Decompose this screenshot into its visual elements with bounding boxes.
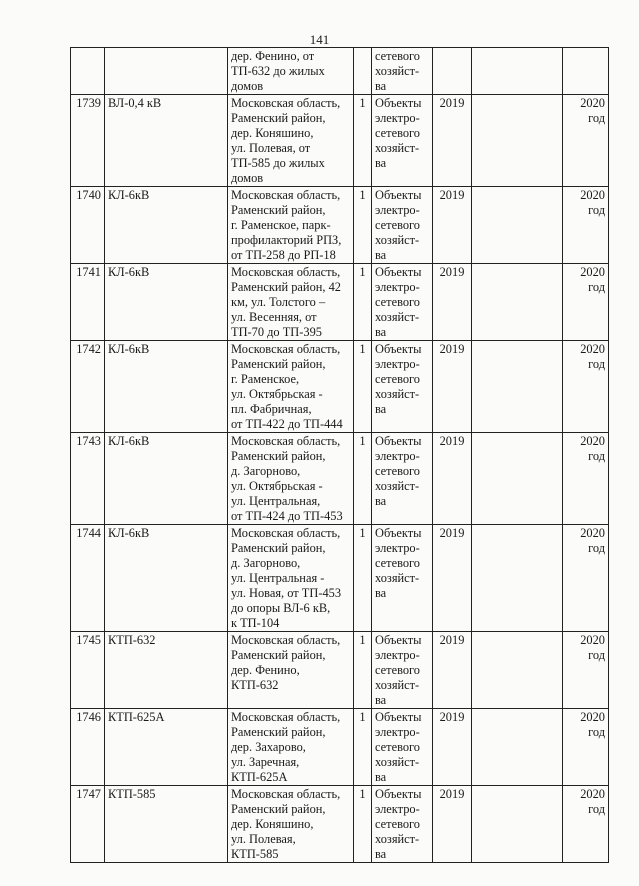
table-row <box>71 433 609 525</box>
cell-name: КЛ-6кВ <box>105 341 228 433</box>
page-number: 141 <box>309 32 330 47</box>
cell-name <box>105 48 228 95</box>
cell-address: Московская область, Раменский район, г. Раменское, ул. Октябрьская - пл. Фабричная, от ТП-422 до ТП-444 <box>228 341 354 433</box>
table-row <box>71 95 609 187</box>
cell-address: Московская область, Раменский район, 42 км, ул. Толстого – ул. Весенняя, от ТП-70 до ТП-395 <box>228 264 354 341</box>
cell-category: Объекты электро- сетевого хозяйст- ва <box>372 264 433 341</box>
cell-address: дер. Фенино, от ТП-632 до жилых домов <box>228 48 354 95</box>
cell-category: Объекты электро- сетевого хозяйст- ва <box>372 786 433 863</box>
cell-due: 2020 год <box>563 525 609 632</box>
cell-category: Объекты электро- сетевого хозяйст- ва <box>372 341 433 433</box>
cell-number: 1741 <box>71 264 105 341</box>
table-row <box>71 632 609 709</box>
cell-extra <box>472 433 563 525</box>
table-row <box>71 187 609 264</box>
cell-number: 1742 <box>71 341 105 433</box>
cell-year: 2019 <box>433 341 472 433</box>
cell-year: 2019 <box>433 525 472 632</box>
cell-category: Объекты электро- сетевого хозяйст- ва <box>372 95 433 187</box>
cell-year <box>433 48 472 95</box>
cell-year: 2019 <box>433 264 472 341</box>
cell-due: 2020 год <box>563 264 609 341</box>
cell-year: 2019 <box>433 95 472 187</box>
cell-year: 2019 <box>433 632 472 709</box>
cell-year: 2019 <box>433 786 472 863</box>
cell-quantity: 1 <box>354 95 372 187</box>
cell-name: КТП-632 <box>105 632 228 709</box>
cell-address: Московская область, Раменский район, г. Раменское, парк- профилакторий РПЗ, от ТП-258 до РП-18 <box>228 187 354 264</box>
cell-number: 1744 <box>71 525 105 632</box>
cell-name: КТП-585 <box>105 786 228 863</box>
cell-quantity: 1 <box>354 525 372 632</box>
cell-extra <box>472 341 563 433</box>
cell-number: 1747 <box>71 786 105 863</box>
cell-category: Объекты электро- сетевого хозяйст- ва <box>372 632 433 709</box>
cell-year: 2019 <box>433 187 472 264</box>
cell-extra <box>472 786 563 863</box>
cell-due <box>563 48 609 95</box>
cell-extra <box>472 632 563 709</box>
cell-number: 1746 <box>71 709 105 786</box>
cell-address: Московская область, Раменский район, дер. Коняшино, ул. Полевая, от ТП-585 до жилых домов <box>228 95 354 187</box>
cell-due: 2020 год <box>563 341 609 433</box>
cell-category: Объекты электро- сетевого хозяйст- ва <box>372 525 433 632</box>
cell-name: КЛ-6кВ <box>105 433 228 525</box>
cell-quantity: 1 <box>354 786 372 863</box>
cell-quantity: 1 <box>354 341 372 433</box>
cell-extra <box>472 48 563 95</box>
table-row <box>71 709 609 786</box>
cell-due: 2020 год <box>563 709 609 786</box>
cell-category: Объекты электро- сетевого хозяйст- ва <box>372 433 433 525</box>
cell-extra <box>472 95 563 187</box>
cell-extra <box>472 264 563 341</box>
cell-number: 1745 <box>71 632 105 709</box>
cell-name: ВЛ-0,4 кВ <box>105 95 228 187</box>
table-row-continuation <box>71 48 609 95</box>
cell-name: КЛ-6кВ <box>105 187 228 264</box>
cell-quantity: 1 <box>354 709 372 786</box>
cell-category: сетевого хозяйст- ва <box>372 48 433 95</box>
cell-quantity: 1 <box>354 187 372 264</box>
cell-year: 2019 <box>433 709 472 786</box>
cell-quantity: 1 <box>354 433 372 525</box>
cell-due: 2020 год <box>563 95 609 187</box>
cell-address: Московская область, Раменский район, дер. Фенино, КТП-632 <box>228 632 354 709</box>
cell-name: КЛ-6кВ <box>105 264 228 341</box>
cell-due: 2020 год <box>563 786 609 863</box>
cell-number: 1743 <box>71 433 105 525</box>
registry-table <box>70 47 609 863</box>
table-row <box>71 264 609 341</box>
cell-address: Московская область, Раменский район, дер. Захарово, ул. Заречная, КТП-625А <box>228 709 354 786</box>
cell-number: 1740 <box>71 187 105 264</box>
cell-extra <box>472 525 563 632</box>
cell-address: Московская область, Раменский район, д. Загорново, ул. Октябрьская - ул. Центральная, от ТП-424 до ТП-453 <box>228 433 354 525</box>
cell-quantity: 1 <box>354 632 372 709</box>
cell-number <box>71 48 105 95</box>
table-row <box>71 786 609 863</box>
cell-year: 2019 <box>433 433 472 525</box>
cell-quantity <box>354 48 372 95</box>
table-row <box>71 341 609 433</box>
cell-due: 2020 год <box>563 632 609 709</box>
table-body <box>71 48 609 863</box>
cell-category: Объекты электро- сетевого хозяйст- ва <box>372 187 433 264</box>
cell-extra <box>472 709 563 786</box>
cell-quantity: 1 <box>354 264 372 341</box>
table-row <box>71 525 609 632</box>
cell-due: 2020 год <box>563 433 609 525</box>
cell-due: 2020 год <box>563 187 609 264</box>
cell-extra <box>472 187 563 264</box>
cell-number: 1739 <box>71 95 105 187</box>
cell-name: КТП-625А <box>105 709 228 786</box>
cell-address: Московская область, Раменский район, дер. Коняшино, ул. Полевая, КТП-585 <box>228 786 354 863</box>
cell-name: КЛ-6кВ <box>105 525 228 632</box>
cell-address: Московская область, Раменский район, д. Загорново, ул. Центральная - ул. Новая, от ТП-453 до опоры ВЛ-6 кВ, к ТП-104 <box>228 525 354 632</box>
cell-category: Объекты электро- сетевого хозяйст- ва <box>372 709 433 786</box>
registry-table-wrapper <box>70 47 609 863</box>
